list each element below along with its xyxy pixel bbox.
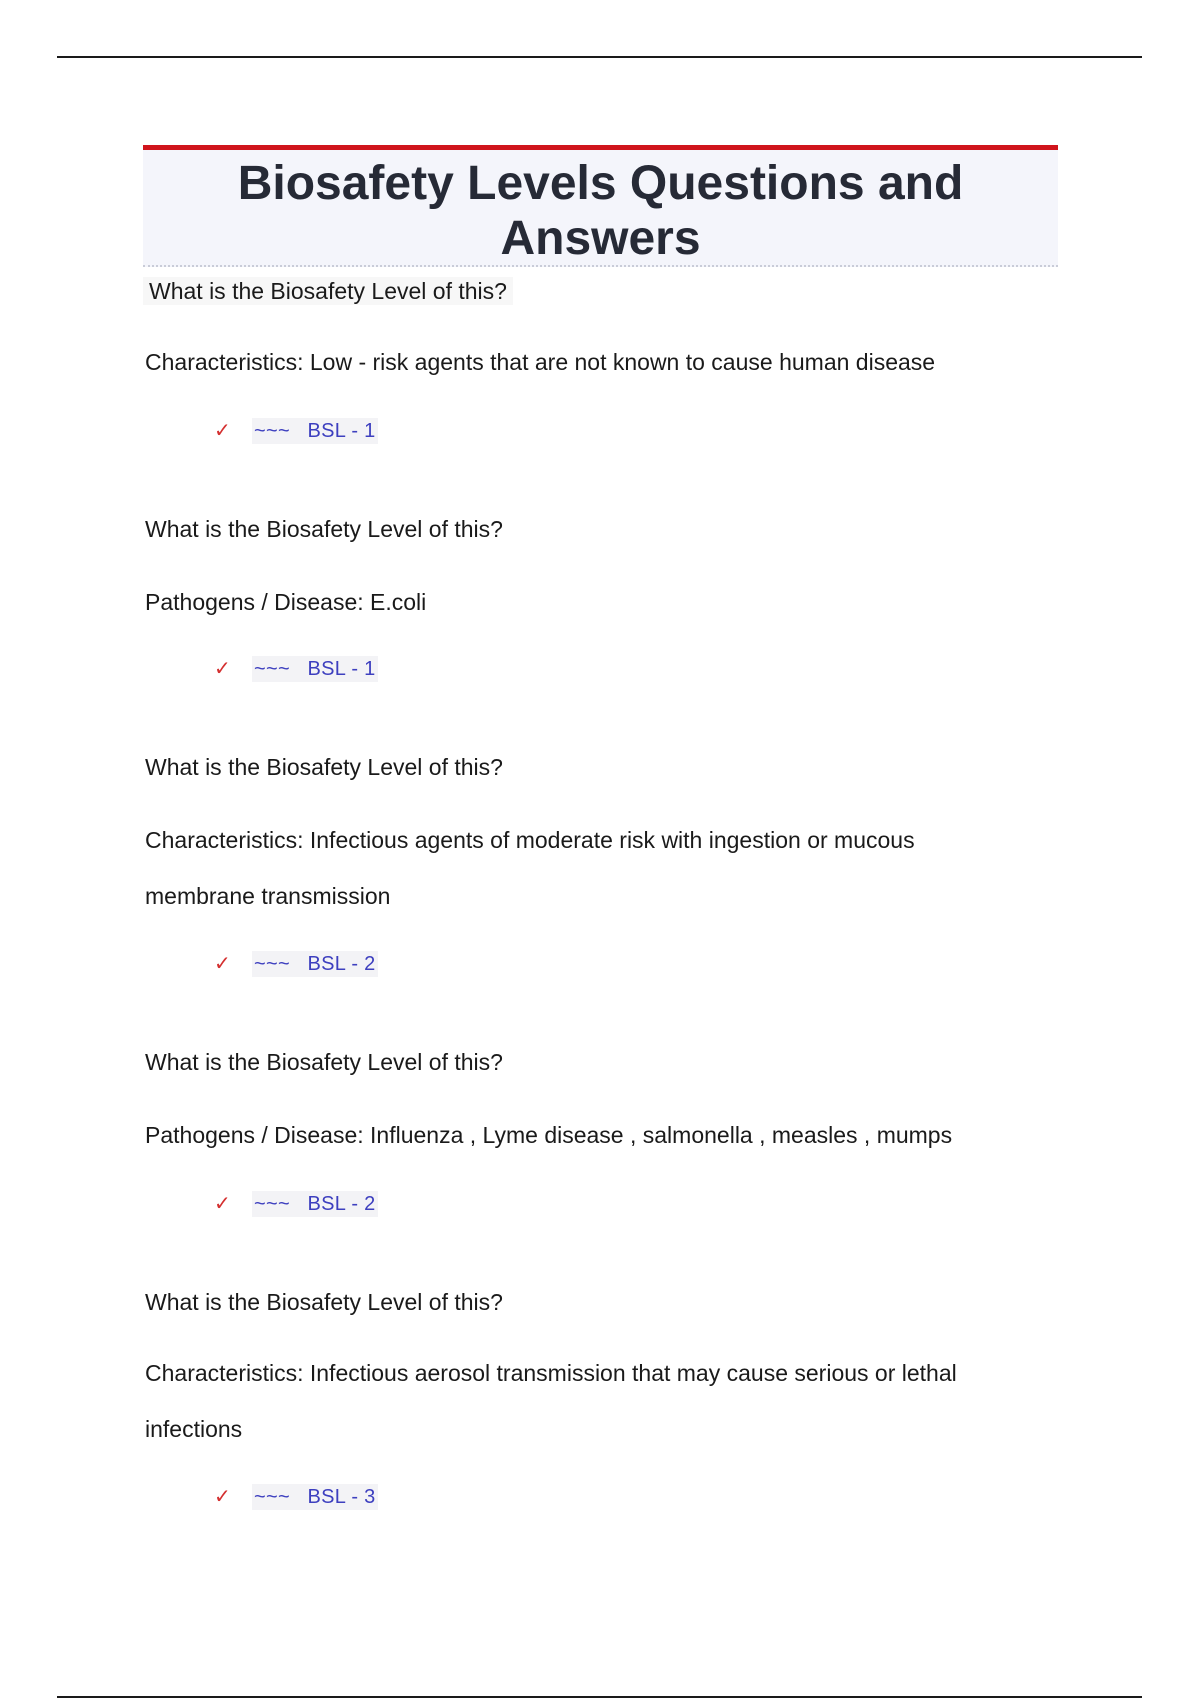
checkmark-icon: ✓ bbox=[214, 1193, 231, 1215]
prompt-text-continued: membrane transmission bbox=[145, 883, 391, 909]
answer-text: ~~~ BSL - 1 bbox=[254, 420, 376, 442]
question-text: What is the Biosafety Level of this? bbox=[145, 1289, 503, 1315]
answer-text: ~~~ BSL - 1 bbox=[254, 658, 376, 680]
answer-text: ~~~ BSL - 2 bbox=[254, 1193, 376, 1215]
question-text: What is the Biosafety Level of this? bbox=[145, 754, 503, 780]
title-banner bbox=[143, 145, 1058, 267]
prompt-text: Characteristics: Infectious aerosol transmission that may cause serious or lethal bbox=[145, 1360, 957, 1386]
answer-line bbox=[214, 951, 378, 977]
question-text: What is the Biosafety Level of this? bbox=[145, 1049, 503, 1075]
question-text: What is the Biosafety Level of this? bbox=[145, 516, 503, 542]
prompt-text-continued: infections bbox=[145, 1416, 243, 1442]
prompt-text: Characteristics: Infectious agents of moderate risk with ingestion or mucous bbox=[145, 827, 915, 853]
answer-line bbox=[214, 1191, 378, 1217]
answer-line bbox=[214, 656, 378, 682]
prompt-text: Characteristics: Low - risk agents that are not known to cause human disease bbox=[145, 349, 936, 375]
checkmark-icon: ✓ bbox=[214, 420, 231, 442]
question-text: What is the Biosafety Level of this? bbox=[143, 277, 513, 305]
answer-text: ~~~ BSL - 2 bbox=[254, 953, 376, 975]
answer-line bbox=[214, 1484, 378, 1510]
checkmark-icon: ✓ bbox=[214, 658, 231, 680]
checkmark-icon: ✓ bbox=[214, 953, 231, 975]
page-title: Biosafety Levels Questions and Answers bbox=[237, 157, 964, 265]
prompt-text: Pathogens / Disease: Influenza , Lyme disease , salmonella , measles , mumps bbox=[145, 1122, 953, 1148]
answer-text: ~~~ BSL - 3 bbox=[254, 1486, 376, 1508]
top-rule bbox=[57, 56, 1142, 58]
checkmark-icon: ✓ bbox=[214, 1486, 231, 1508]
prompt-text: Pathogens / Disease: E.coli bbox=[145, 589, 427, 615]
answer-line bbox=[214, 418, 378, 444]
bottom-rule bbox=[57, 1696, 1142, 1698]
